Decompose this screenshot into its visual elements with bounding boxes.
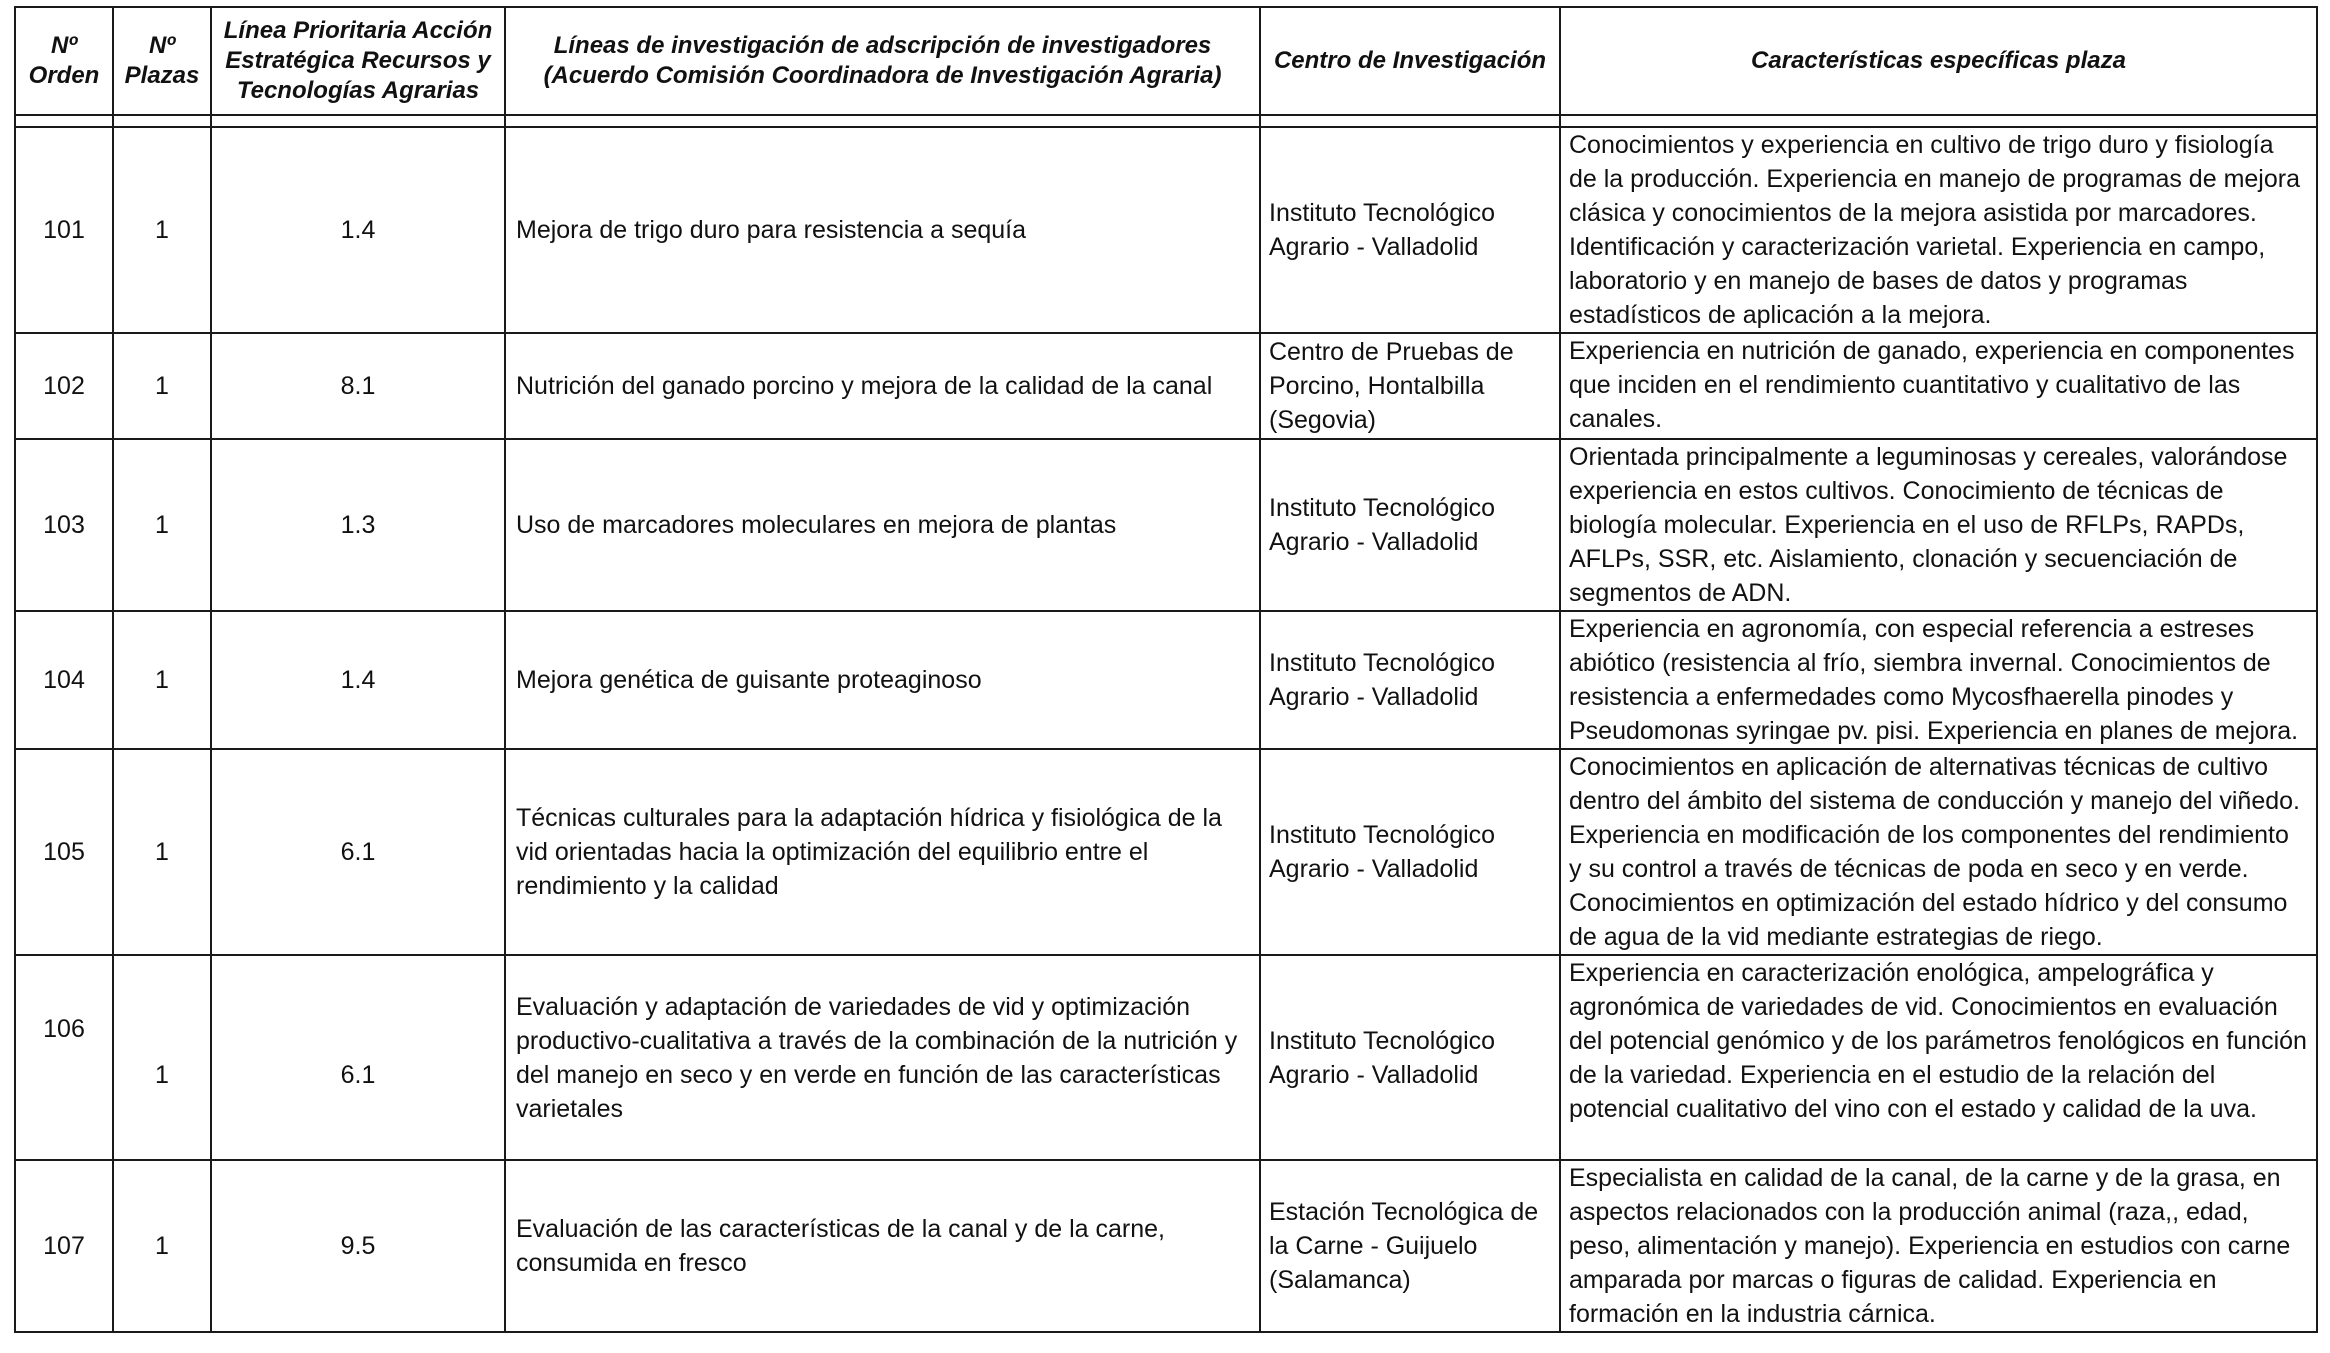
row-caracteristicas: Experiencia en caracterización enológica, ampelográfica y agronómica de variedades de vid. Conocimientos en evaluación del potencial genómico y de los parámetros fenológicos en función de la variedad. Experiencia en el estudio de la relación del potencial cualitativo del vino con el estado y calidad de la uva. — [1560, 955, 2317, 1160]
row-linea-prioritaria: 8.1 — [211, 333, 505, 439]
row-plazas: 1 — [113, 439, 211, 611]
row-centro: Estación Tecnológica de la Carne - Guijuelo (Salamanca) — [1260, 1160, 1560, 1332]
row-lineas-investigacion: Técnicas culturales para la adaptación hídrica y fisiológica de la vid orientadas hacia la optimización del equilibrio entre el rendimiento y la calidad — [505, 749, 1260, 955]
row-plazas: 1 — [113, 1160, 211, 1332]
header-caracteristicas: Características específicas plaza — [1560, 7, 2317, 115]
row-linea-value: 6.1 — [340, 1060, 376, 1089]
row-linea-prioritaria: 1.3 — [211, 439, 505, 611]
row-caracteristicas: Experiencia en nutrición de ganado, experiencia en componentes que inciden en el rendimiento cuantitativo y cualitativo de las canales. — [1560, 333, 2317, 439]
row-plazas — [113, 955, 211, 1160]
row-caracteristicas: Orientada principalmente a leguminosas y cereales, valorándose experiencia en estos cultivos. Conocimiento de técnicas de biología molecular. Experiencia en el uso de RFLPs, RAPDs, AFLPs, SSR, etc. Aislamiento, clonación y secuenciación de segmentos de ADN. — [1560, 439, 2317, 611]
table-row — [15, 1160, 2317, 1332]
row-lineas-investigacion: Nutrición del ganado porcino y mejora de la calidad de la canal — [505, 333, 1260, 439]
table-row — [15, 127, 2317, 333]
row-caracteristicas: Especialista en calidad de la canal, de la carne y de la grasa, en aspectos relacionados con la producción animal (raza,, edad, peso, alimentación y manejo). Experiencia en estudios con carne amparada por marcas o figuras de calidad. Experiencia en formación en la industria cárnica. — [1560, 1160, 2317, 1332]
row-orden: 107 — [15, 1160, 113, 1332]
row-centro: Centro de Pruebas de Porcino, Hontalbilla (Segovia) — [1260, 333, 1560, 439]
row-caracteristicas: Conocimientos y experiencia en cultivo de trigo duro y fisiología de la producción. Experiencia en manejo de programas de mejora clásica y conocimientos de la mejora asistida por marcadores. Identificación y caracterización varietal. Experiencia en campo, laboratorio y en manejo de bases de datos y programas estadísticos de aplicación a la mejora. — [1560, 127, 2317, 333]
row-orden-value: 106 — [43, 1015, 85, 1043]
header-lineas-investigacion: Líneas de investigación de adscripción de investigadores (Acuerdo Comisión Coordinadora de Investigación Agraria) — [505, 7, 1260, 115]
row-plazas: 1 — [113, 333, 211, 439]
row-lineas-investigacion: Evaluación de las características de la canal y de la carne, consumida en fresco — [505, 1160, 1260, 1332]
row-linea-prioritaria — [211, 955, 505, 1160]
header-orden: Nº Orden — [15, 7, 113, 115]
row-orden: 101 — [15, 127, 113, 333]
row-lineas-investigacion: Uso de marcadores moleculares en mejora de plantas — [505, 439, 1260, 611]
row-orden: 104 — [15, 611, 113, 749]
row-centro: Instituto Tecnológico Agrario - Valladolid — [1260, 439, 1560, 611]
row-linea-prioritaria: 9.5 — [211, 1160, 505, 1332]
row-linea-prioritaria: 1.4 — [211, 611, 505, 749]
row-lineas-investigacion: Mejora de trigo duro para resistencia a sequía — [505, 127, 1260, 333]
header-plazas: Nº Plazas — [113, 7, 211, 115]
table-row — [15, 333, 2317, 439]
table-row — [15, 955, 2317, 1160]
row-plazas: 1 — [113, 611, 211, 749]
table-row — [15, 749, 2317, 955]
row-lineas-investigacion: Mejora genética de guisante proteaginoso — [505, 611, 1260, 749]
row-orden: 103 — [15, 439, 113, 611]
row-lineas-investigacion: Evaluación y adaptación de variedades de vid y optimización productivo-cualitativa a través de la combinación de la nutrición y del manejo en seco y en verde en función de las características varietales — [505, 955, 1260, 1160]
row-plazas: 1 — [113, 749, 211, 955]
table-row — [15, 611, 2317, 749]
header-linea-prioritaria: Línea Prioritaria Acción Estratégica Recursos y Tecnologías Agrarias — [211, 7, 505, 115]
row-plazas: 1 — [113, 127, 211, 333]
row-centro: Instituto Tecnológico Agrario - Valladolid — [1260, 127, 1560, 333]
row-orden: 105 — [15, 749, 113, 955]
header-row — [15, 7, 2317, 115]
header-centro: Centro de Investigación — [1260, 7, 1560, 115]
research-positions-table-wrapper — [14, 6, 2316, 1333]
row-plazas-value: 1 — [155, 1060, 169, 1089]
header-spacer — [15, 115, 2317, 127]
research-positions-table — [14, 6, 2318, 1333]
row-centro: Instituto Tecnológico Agrario - Valladolid — [1260, 749, 1560, 955]
row-orden: 102 — [15, 333, 113, 439]
row-caracteristicas: Conocimientos en aplicación de alternativas técnicas de cultivo dentro del ámbito del sistema de conducción y manejo del viñedo. Experiencia en modificación de los componentes del rendimiento y su control a través de técnicas de poda en seco y en verde. Conocimientos en optimización del estado hídrico y del consumo de agua de la vid mediante estrategias de riego. — [1560, 749, 2317, 955]
row-linea-prioritaria: 6.1 — [211, 749, 505, 955]
row-orden — [15, 955, 113, 1160]
row-caracteristicas: Experiencia en agronomía, con especial referencia a estreses abiótico (resistencia al frío, siembra invernal. Conocimientos de resistencia a enfermedades como Mycosfhaerella pinodes y Pseudomonas syringae pv. pisi. Experiencia en planes de mejora. — [1560, 611, 2317, 749]
table-row — [15, 439, 2317, 611]
row-centro: Instituto Tecnológico Agrario - Valladolid — [1260, 611, 1560, 749]
row-centro: Instituto Tecnológico Agrario - Valladolid — [1260, 955, 1560, 1160]
row-linea-prioritaria: 1.4 — [211, 127, 505, 333]
